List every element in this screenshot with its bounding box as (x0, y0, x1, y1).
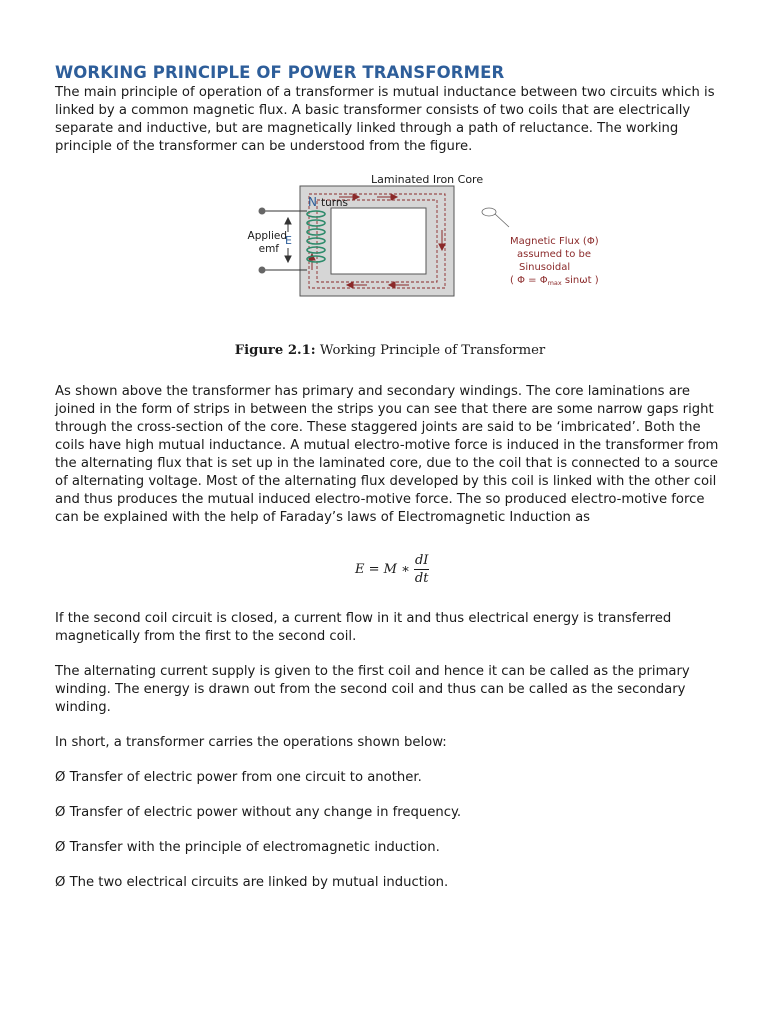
equation-numerator: dI (414, 552, 429, 568)
intro-paragraph: The main principle of operation of a transformer is mutual inductance between two circuits which is linked by a common magnetic flux. A basic transformer consists of two coils that are electrically separate and inductive, but are magnetically linked through a path of reluctance. The working principle of the transformer can be understood from the figure. (55, 85, 715, 154)
equation-denominator: dt (414, 570, 429, 586)
turns-label: turns (321, 197, 349, 209)
page-title: WORKING PRINCIPLE OF POWER TRANSFORMER (55, 63, 505, 82)
caption-text: Working Principle of Transformer (315, 343, 546, 358)
document-page (55, 62, 725, 892)
flux-leader-line (495, 214, 509, 227)
faraday-equation (55, 546, 725, 592)
e-label: E (285, 234, 292, 247)
flux-marker (482, 208, 496, 216)
equation-lhs: E = M ∗ (355, 561, 410, 577)
closed-circuit-paragraph: If the second coil circuit is closed, a current flow in it and thus electrical energy is transferred magnetically from the first to the second coil. (55, 611, 672, 644)
list-item: Ø Transfer of electric power from one circuit to another. (55, 770, 422, 785)
terminal-bottom (259, 267, 266, 274)
transformer-figure (55, 172, 725, 322)
caption-label: Figure 2.1: (234, 343, 316, 358)
summary-intro: In short, a transformer carries the operations shown below: (55, 735, 447, 750)
explanation-paragraph: As shown above the transformer has primary and secondary windings. The core laminations are joined in the form of strips in between the strips you can see that there are some narrow gaps right through the cross-section of the core. These staggered joints are said to be ‘imbricated’. Both the coils have high mutual inductance. A mutual electro-motive force is induced in the transformer from the alternating flux that is set up in the laminated core, due to the coil that is connected to a source of alternating voltage. Most of the alternating flux developed by this coil is linked with the other coil and thus produces the mutual induced electro-motive force. The so produced electro-motive force can be explained with the help of Faraday’s laws of Electromagnetic Induction as (55, 384, 719, 525)
equation-fraction (414, 553, 429, 586)
flux-line-3: Sinusoidal (519, 262, 571, 273)
emf-label: emf (258, 243, 279, 255)
list-item: Ø The two electrical circuits are linked by mutual induction. (55, 875, 449, 890)
list-item: Ø Transfer of electric power without any change in frequency. (55, 805, 462, 820)
applied-label: Applied (247, 230, 287, 242)
terminal-top (259, 208, 266, 215)
core-label: Laminated Iron Core (371, 173, 484, 186)
flux-line-2: assumed to be (517, 249, 592, 260)
core-window (331, 208, 426, 274)
figure-caption (55, 342, 725, 360)
transformer-diagram (227, 172, 599, 302)
list-item: Ø Transfer with the principle of electromagnetic induction. (55, 840, 440, 855)
flux-line-1: Magnetic Flux (Φ) (510, 236, 599, 247)
n-letter: N (308, 195, 317, 209)
flux-formula: ( $\Phi = \Phi_{max}$ sinωt ) (510, 275, 599, 287)
primary-winding-paragraph: The alternating current supply is given to the first coil and hence it can be called as the primary winding. The energy is drawn out from the second coil and thus can be called as the secondary winding. (55, 664, 690, 715)
